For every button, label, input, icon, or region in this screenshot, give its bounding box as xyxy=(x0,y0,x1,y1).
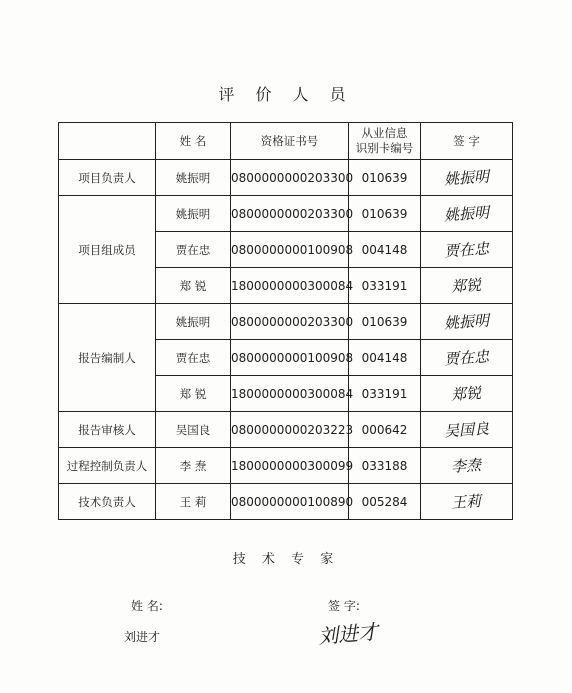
expert-name-label: 姓 名: xyxy=(131,599,163,613)
expert-name: 刘进才 xyxy=(124,630,161,644)
cert-cell: 1800000000300084 xyxy=(231,376,349,412)
signature-cell xyxy=(421,160,513,196)
name-cell: 郑 锐 xyxy=(156,268,231,304)
name-cell: 姚振明 xyxy=(156,304,231,340)
emp-cell: 000642 xyxy=(349,412,421,448)
header-sign: 签 字 xyxy=(421,123,513,160)
signature-cell xyxy=(421,448,513,484)
cert-cell: 0800000000203223 xyxy=(231,412,349,448)
expert-signature: 刘进才 xyxy=(317,619,380,649)
emp-cell: 010639 xyxy=(349,196,421,232)
name-cell: 吴国良 xyxy=(156,412,231,448)
name-cell: 姚振明 xyxy=(156,160,231,196)
header-name: 姓 名 xyxy=(156,123,231,160)
emp-cell: 033191 xyxy=(349,268,421,304)
signature-cell xyxy=(421,268,513,304)
cert-cell: 1800000000300084 xyxy=(231,268,349,304)
cert-cell: 0800000000100890 xyxy=(231,484,349,520)
signature: 姚振明 xyxy=(443,203,490,225)
header-emp xyxy=(349,123,421,160)
page-title: 评 价 人 员 xyxy=(218,85,354,104)
table-row xyxy=(59,484,513,520)
role-cell: 项目负责人 xyxy=(59,160,156,196)
emp-cell: 004148 xyxy=(349,232,421,268)
expert-sign-label: 签 字: xyxy=(328,599,360,613)
signature-cell xyxy=(421,304,513,340)
header-emp-line1: 从业信息 xyxy=(361,126,408,140)
name-cell: 王 莉 xyxy=(156,484,231,520)
role-cell: 项目组成员 xyxy=(59,196,156,304)
header-role xyxy=(59,123,156,160)
name-cell: 贾在忠 xyxy=(156,232,231,268)
emp-cell: 010639 xyxy=(349,304,421,340)
emp-cell: 005284 xyxy=(349,484,421,520)
signature: 李焘 xyxy=(450,455,483,477)
signature: 姚振明 xyxy=(443,311,490,333)
signature: 王莉 xyxy=(450,491,483,513)
staff-table xyxy=(58,122,513,520)
signature: 贾在忠 xyxy=(443,239,490,261)
signature: 郑锐 xyxy=(450,275,483,297)
signature: 贾在忠 xyxy=(443,347,490,369)
header-cert: 资格证书号 xyxy=(231,123,349,160)
table-row xyxy=(59,448,513,484)
expert-section-title: 技 术 专 家 xyxy=(232,552,340,567)
emp-cell: 010639 xyxy=(349,160,421,196)
signature-cell xyxy=(421,196,513,232)
role-cell: 报告编制人 xyxy=(59,304,156,412)
signature: 吴国良 xyxy=(443,419,490,441)
emp-cell: 004148 xyxy=(349,340,421,376)
name-cell: 郑 锐 xyxy=(156,376,231,412)
signature-cell xyxy=(421,340,513,376)
cert-cell: 1800000000300099 xyxy=(231,448,349,484)
signature: 郑锐 xyxy=(450,383,483,405)
signature-cell xyxy=(421,484,513,520)
signature-cell xyxy=(421,412,513,448)
emp-cell: 033188 xyxy=(349,448,421,484)
name-cell: 贾在忠 xyxy=(156,340,231,376)
signature-cell xyxy=(421,376,513,412)
cert-cell: 0800000000203300 xyxy=(231,304,349,340)
cert-cell: 0800000000100908 xyxy=(231,232,349,268)
table-row xyxy=(59,304,513,340)
signature: 姚振明 xyxy=(443,167,490,189)
name-cell: 李 焘 xyxy=(156,448,231,484)
name-cell: 姚振明 xyxy=(156,196,231,232)
table-row xyxy=(59,412,513,448)
cert-cell: 0800000000203300 xyxy=(231,160,349,196)
table-row xyxy=(59,160,513,196)
role-cell: 过程控制负责人 xyxy=(59,448,156,484)
table-row xyxy=(59,196,513,232)
role-cell: 技术负责人 xyxy=(59,484,156,520)
emp-cell: 033191 xyxy=(349,376,421,412)
cert-cell: 0800000000203300 xyxy=(231,196,349,232)
table-header-row xyxy=(59,123,513,160)
cert-cell: 0800000000100908 xyxy=(231,340,349,376)
header-emp-line2: 识别卡编号 xyxy=(355,141,414,155)
signature-cell xyxy=(421,232,513,268)
role-cell: 报告审核人 xyxy=(59,412,156,448)
